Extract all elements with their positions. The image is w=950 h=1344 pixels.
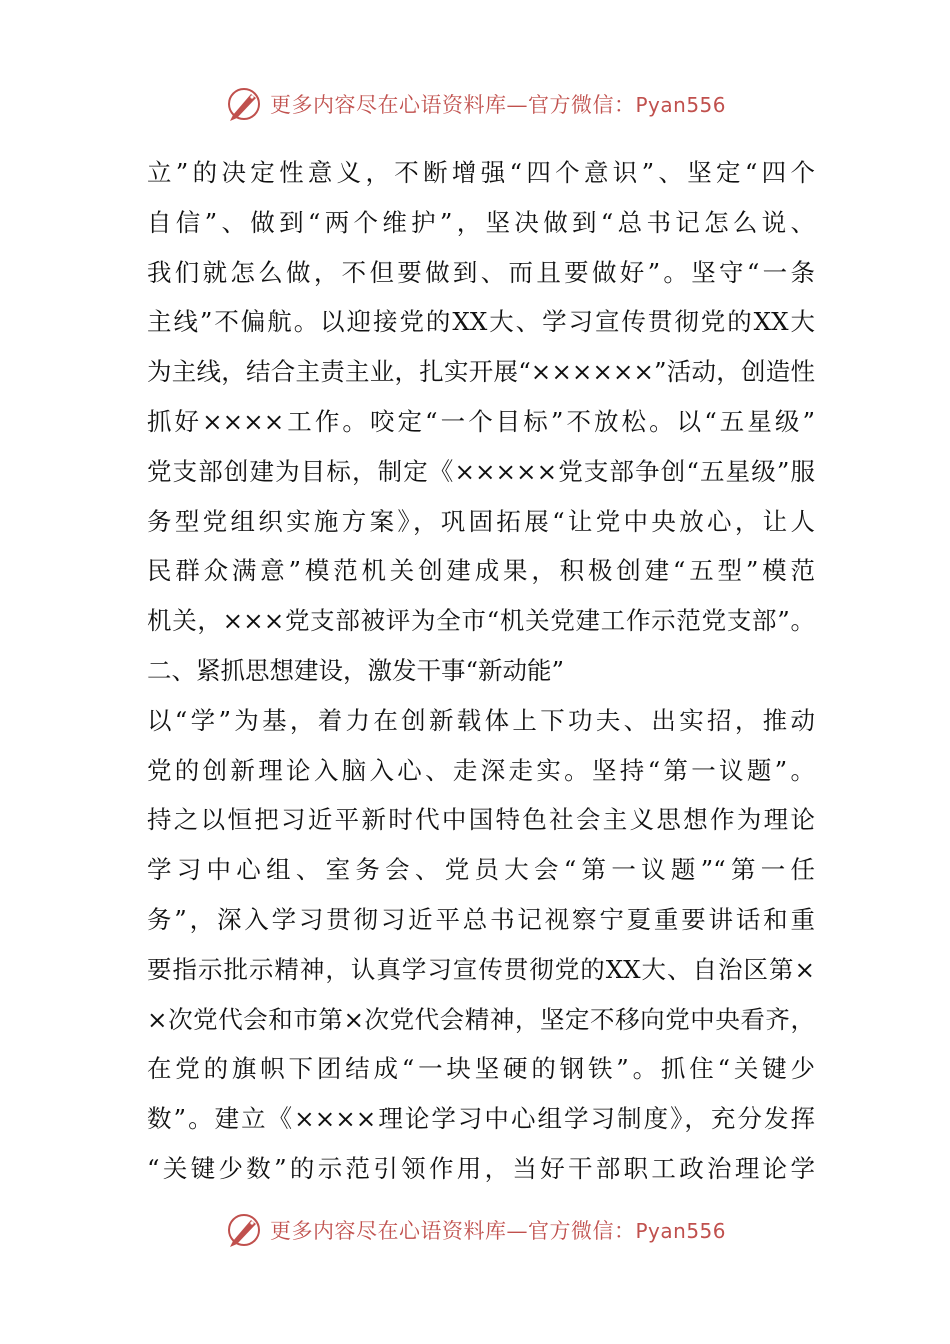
- paragraph-line: 务型党组织实施方案》，巩固拓展“让党中央放心，让人: [147, 506, 815, 536]
- watermark-handle: Pyan556: [635, 1219, 726, 1243]
- paragraph-line: 学习中心组、室务会、党员大会“第一议题”“第一任: [147, 855, 815, 885]
- paragraph-line: “关键少数”的示范引领作用，当好干部职工政治理论学: [147, 1153, 815, 1183]
- watermark-text: [270, 89, 726, 119]
- paragraph-line: 以“学”为基，着力在创新载体上下功夫、出实招，推动: [147, 705, 815, 735]
- paragraph-line: 抓好××××工作。咬定“一个目标”不放松。以“五星级”: [147, 406, 815, 436]
- document-body: [147, 148, 815, 1194]
- paragraph-line: 要指示批示精神，认真学习宣传贯彻党的XX大、自治区第×: [147, 954, 815, 984]
- watermark-slogan: 更多内容尽在心语资料库—官方微信：: [269, 93, 636, 117]
- paragraph-line: 民群众满意”模范机关创建成果，积极创建“五型”模范: [147, 556, 815, 586]
- paragraph-line: 持之以恒把习近平新时代中国特色社会主义思想作为理论: [147, 805, 815, 835]
- paragraph-line: 立”的决定性意义，不断增强“四个意识”、坚定“四个: [147, 158, 815, 187]
- pen-nib-circle-icon: [224, 84, 264, 124]
- paragraph-line: 机关，×××党支部被评为全市“机关党建工作示范党支部”。: [147, 606, 815, 636]
- paragraph-line: 务”，深入学习贯彻习近平总书记视察宁夏重要讲话和重: [147, 904, 815, 934]
- watermark-slogan: 更多内容尽在心语资料库—官方微信：: [269, 1219, 636, 1243]
- paragraph-line: 党支部创建为目标，制定《×××××党支部争创“五星级”服: [147, 456, 815, 486]
- paragraph-line: ×次党代会和市第×次党代会精神，坚定不移向党中央看齐，: [147, 1004, 815, 1034]
- paragraph-line: 主线”不偏航。以迎接党的XX大、学习宣传贯彻党的XX大: [147, 307, 815, 337]
- section-heading: 二、紧抓思想建设，激发干事“新动能”: [147, 655, 565, 685]
- watermark-footer: [0, 1208, 950, 1252]
- paragraph-line: 数”。建立《××××理论学习中心组学习制度》，充分发挥: [147, 1104, 815, 1134]
- paragraph-line: 自信”、做到“两个维护”，坚决做到“总书记怎么说、: [147, 207, 815, 237]
- pen-nib-circle-icon: [224, 1210, 264, 1250]
- paragraph-line: 为主线，结合主责主业，扎实开展“××××××”活动，创造性: [147, 357, 815, 387]
- paragraph-line: 党的创新理论入脑入心、走深走实。坚持“第一议题”。: [147, 755, 815, 785]
- watermark-handle: Pyan556: [635, 93, 726, 117]
- paragraph-line: 在党的旗帜下团结成“一块坚硬的钢铁”。抓住“关键少: [147, 1054, 815, 1084]
- watermark-header: [0, 82, 950, 126]
- paragraph-line: 我们就怎么做，不但要做到、而且要做好”。坚守“一条: [147, 257, 815, 287]
- watermark-text: [270, 1215, 726, 1245]
